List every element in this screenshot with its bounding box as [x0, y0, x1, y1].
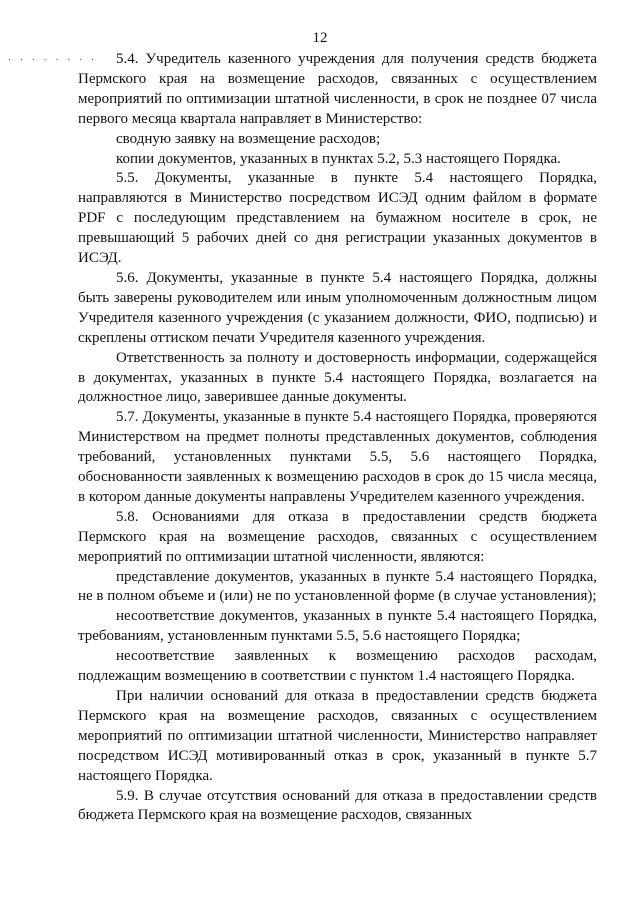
paragraph-list-item: несоответствие документов, указанных в пункте 5.4 настоящего Порядка, требованиям, установленным пунктами 5.5, 5.6 настоящего Порядка; — [78, 608, 597, 645]
paragraph-5-8: 5.8. Основаниями для отказа в предоставлении средств бюджета Пермского края на возмещение расходов, связанных с осуществлением мероприятий по оптимизации штатной численности, являются: — [78, 508, 597, 565]
paragraph-5-5: 5.5. Документы, указанные в пункте 5.4 настоящего Порядка, направляются в Министерство посредством ИСЭД одним файлом в формате PDF с последующим представлением на бумажном носителе в срок, не превышающий 5 рабочих дней со дня регистрации указанных документов в ИСЭД. — [78, 170, 597, 267]
paragraph-list-item: сводную заявку на возмещение расходов; — [116, 130, 381, 147]
paragraph-list-item: несоответствие заявленных к возмещению расходов расходам, подлежащим возмещению в соответствии с пунктом 1.4 настоящего Порядка. — [78, 648, 597, 685]
paragraph-list-item: копии документов, указанных в пунктах 5.2, 5.3 настоящего Порядка. — [116, 150, 561, 167]
document-body — [78, 50, 597, 826]
paragraph-5-6: 5.6. Документы, указанные в пункте 5.4 настоящего Порядка, должны быть заверены руководителем или иным уполномоченным должностным лицом Учредителя казенного учреждения (с указанием должности, ФИО, подписью) и скреплены оттиском печати Учредителя казенного учреждения. — [78, 269, 597, 346]
scan-artifact-marks: · · · · · · · · — [8, 55, 98, 66]
paragraph-list-item: представление документов, указанных в пункте 5.4 настоящего Порядка, не в полном объеме и (или) не по установленной форме (в случае установления); — [78, 568, 597, 605]
page-number: 12 — [312, 30, 328, 46]
paragraph-5-9: 5.9. В случае отсутствия оснований для отказа в предоставлении средств бюджета Пермского края на возмещение расходов, связанных — [78, 787, 597, 824]
paragraph-responsibility: Ответственность за полноту и достоверность информации, содержащейся в документах, указанных в пункте 5.4 настоящего Порядка, возлагается на должностное лицо, заверившее данные документы. — [78, 349, 597, 406]
paragraph-refusal: При наличии оснований для отказа в предоставлении средств бюджета Пермского края на возмещение расходов, связанных с осуществлением мероприятий по оптимизации штатной численности, Министерство направляет посредством ИСЭД мотивированный отказ в срок, указанный в пункте 5.7 настоящего Порядка. — [78, 688, 597, 784]
paragraph-5-7: 5.7. Документы, указанные в пункте 5.4 настоящего Порядка, проверяются Министерством на предмет полноты представленных документов, соблюдения требований, установленных пунктами 5.5, 5.6 настоящего Порядка, обоснованности заявленных к возмещению расходов в срок до 15 числа месяца, в котором данные документы направлены Учредителем казенного учреждения. — [78, 409, 597, 505]
paragraph-5-4: 5.4. Учредитель казенного учреждения для получения средств бюджета Пермского края на возмещение расходов, связанных с осуществлением мероприятий по оптимизации штатной численности, в срок не позднее 07 числа первого месяца квартала направляет в Министерство: — [78, 51, 597, 127]
